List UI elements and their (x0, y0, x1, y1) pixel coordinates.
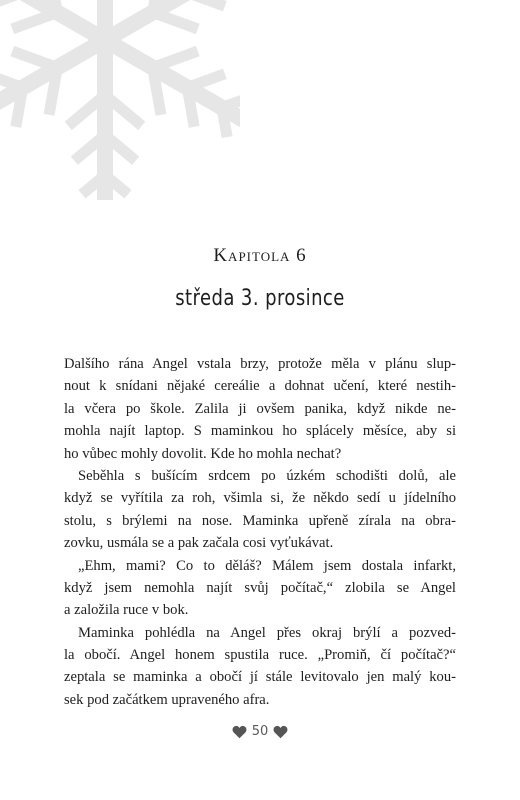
text-line: zeptala se maminka a obočí jí stále levitovalo jen malý kou- (64, 669, 456, 686)
text-line: Seběhla s bušícím srdcem po úzkém schodišti dolů, ale (78, 467, 456, 484)
text-line: „Ehm, mami? Co to děláš? Málem jsem dostala infarkt, (78, 557, 456, 574)
text-line: la obočí. Angel honem spustila ruce. „Promiň, čí počítač?“ (64, 647, 456, 664)
text-line: když se vyřítila za roh, všimla si, že někdo sedí u jídelního (64, 490, 456, 507)
heart-icon (273, 725, 288, 739)
paragraph (64, 622, 456, 712)
paragraph (64, 353, 456, 465)
text-line: zovku, usmála se a pak začala cosi vyťukávat. (64, 535, 334, 552)
text-line: la včera po škole. Zalila ji ovšem panika, když nikde ne- (64, 400, 456, 417)
chapter-title: Kapitola 6 (213, 245, 307, 266)
heart-icon (232, 725, 247, 739)
text-line: nout k snídani nějaké cereálie a dohnat učení, které nestih- (64, 378, 456, 395)
text-line: ho vůbec mohly dovolit. Kde ho mohla nechat? (64, 445, 342, 462)
text-line: stolu, s brýlemi na nose. Maminka upřeně zírala na obra- (64, 512, 456, 529)
page-footer (0, 724, 520, 739)
text-line: mohla najít laptop. S maminkou ho splácely měsíce, aby si (64, 423, 456, 440)
chapter-subtitle: středa 3. prosince (175, 286, 345, 311)
body-text (64, 353, 456, 711)
text-line: a založila ruce v bok. (64, 602, 189, 619)
snowflake-icon (0, 0, 240, 200)
text-line: Dalšího rána Angel vstala brzy, protože měla v plánu slup- (64, 356, 456, 372)
text-line: Maminka pohlédla na Angel přes okraj brýlí a pozved- (78, 624, 456, 641)
paragraph (64, 465, 456, 555)
text-line: sek pod začátkem upraveného afra. (64, 691, 270, 708)
text-line: když jsem nemohla najít svůj počítač,“ zlobila se Angel (64, 579, 456, 596)
page-number: 50 (251, 724, 269, 739)
paragraph (64, 555, 456, 622)
